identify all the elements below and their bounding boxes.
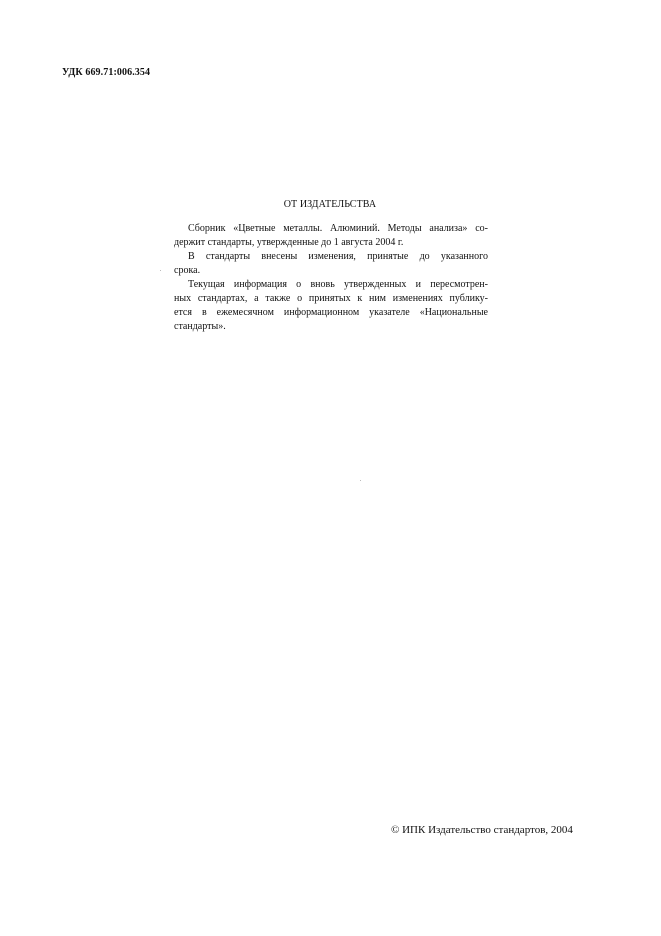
paragraph-collection-info: [174, 222, 488, 250]
paragraph-line: Сборник «Цветные металлы. Алюминий. Методы анализа» со-: [188, 223, 488, 234]
copyright-notice: © ИПК Издательство стандартов, 2004: [391, 824, 573, 836]
section-heading: ОТ ИЗДАТЕЛЬСТВА: [283, 199, 377, 210]
paragraph-current-info: [174, 278, 488, 334]
paragraph-line: В стандарты внесены изменения, принятые до указанного: [188, 251, 488, 262]
paragraph-line: ется в ежемесячном информационном указателе «Национальные: [174, 307, 488, 318]
paragraph-line: стандарты».: [174, 321, 226, 332]
paragraph-line: Текущая информация о вновь утвержденных и пересмотрен-: [188, 279, 488, 290]
paragraph-line: ных стандартах, а также о принятых к ним изменениях публику-: [174, 293, 488, 304]
scan-speck: [160, 270, 161, 271]
udc-code: УДК 669.71:006.354: [62, 67, 151, 78]
paragraph-line: срока.: [174, 265, 201, 276]
paragraph-line: держит стандарты, утвержденные до 1 августа 2004 г.: [174, 237, 404, 248]
paragraph-changes: [174, 250, 488, 278]
scan-speck: [360, 480, 361, 481]
